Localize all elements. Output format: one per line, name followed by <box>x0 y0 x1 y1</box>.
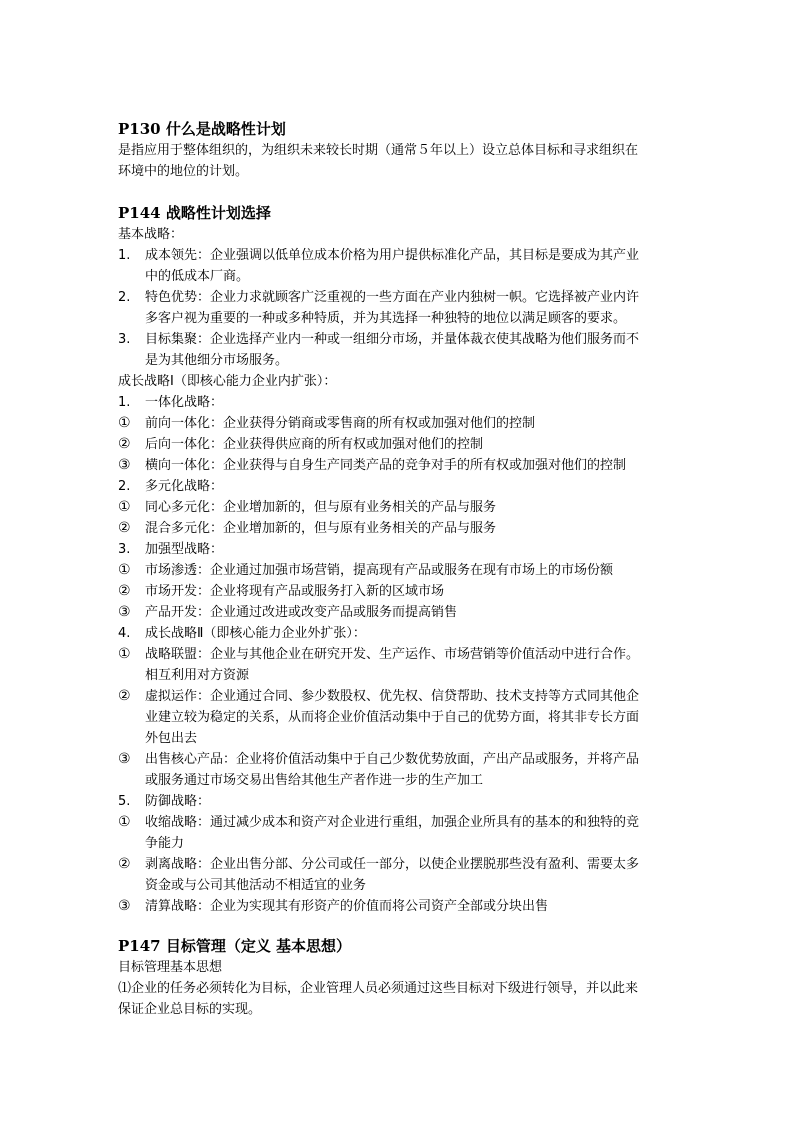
list-item-text: 收缩战略：通过减少成本和资产对企业进行重组，加强企业所具有的基本的和独特的竞 <box>145 815 640 830</box>
list-item <box>118 455 678 476</box>
document-page <box>118 118 678 1020</box>
list-marker: ② <box>118 436 131 452</box>
basic-strategy-list <box>118 245 678 371</box>
list-item <box>118 791 678 812</box>
list-item <box>118 812 678 854</box>
list-item <box>118 896 678 917</box>
list-item-text: 相互利用对方资源 <box>145 668 250 683</box>
list-marker: 4. <box>118 626 131 641</box>
list-marker: 3. <box>118 332 131 347</box>
list-item-text: 市场渗透：企业通过加强市场营销，提高现有产品或服务在现有市场上的市场份额 <box>145 563 614 578</box>
list-item-text: 同心多元化：企业增加新的，但与原有业务相关的产品与服务 <box>145 500 497 515</box>
paragraph-line: 保证企业总目标的实现。 <box>118 1002 262 1017</box>
list-item <box>118 644 678 686</box>
list-item <box>118 602 678 623</box>
list-marker: ③ <box>118 751 131 767</box>
list-item-text: 中的低成本厂商。 <box>145 269 250 284</box>
section-heading: P144 战略性计划选择 <box>118 204 271 222</box>
list-item <box>118 497 678 518</box>
list-item-text: 加强型战略： <box>145 542 224 557</box>
list-item-text: 成长战略Ⅱ（即核心能力企业外扩张）： <box>145 626 366 641</box>
list-item-text: 防御战略： <box>145 794 211 809</box>
list-item <box>118 287 678 329</box>
list-marker: ① <box>118 646 131 662</box>
list-item-text: 清算战略：企业为实现其有形资产的价值而将公司资产全部或分块出售 <box>145 899 549 914</box>
list-marker: 2. <box>118 479 131 494</box>
list-marker: 1. <box>118 395 131 410</box>
list-item <box>118 245 678 287</box>
list-marker: ① <box>118 562 131 578</box>
list-item-text: 或服务通过市场交易出售给其他生产者作进一步的生产加工 <box>145 773 484 788</box>
subsection-label: 目标管理基本思想 <box>118 960 223 975</box>
section-heading: P147 目标管理（定义 基本思想） <box>118 937 352 955</box>
paragraph-line: 是指应用于整体组织的，为组织未来较长时期（通常５年以上）设立总体目标和寻求组织在 <box>118 143 639 158</box>
list-item <box>118 560 678 581</box>
list-item-text: 是为其他细分市场服务。 <box>145 353 289 368</box>
list-item <box>118 518 678 539</box>
list-item <box>118 623 678 644</box>
list-marker: ③ <box>118 898 131 914</box>
list-marker: ② <box>118 856 131 872</box>
list-marker: ② <box>118 688 131 704</box>
paragraph-line: 环境中的地位的计划。 <box>118 164 249 179</box>
list-item <box>118 476 678 497</box>
list-item-text: 业建立较为稳定的关系，从而将企业价值活动集中于自己的优势方面，将其非专长方面 <box>145 710 640 725</box>
list-item-text: 一体化战略： <box>145 395 224 410</box>
growth-strategy-list <box>118 392 678 917</box>
list-marker: ① <box>118 415 131 431</box>
list-item <box>118 413 678 434</box>
list-item <box>118 686 678 749</box>
list-marker: 2. <box>118 290 131 305</box>
list-marker: 3. <box>118 542 131 557</box>
list-marker: ① <box>118 499 131 515</box>
list-item-text: 特色优势：企业力求就顾客广泛重视的一些方面在产业内独树一帜。它选择被产业内许 <box>145 290 640 305</box>
list-item-text: 目标集聚：企业选择产业内一种或一组细分市场，并量体裁衣使其战略为他们服务而不 <box>145 332 640 347</box>
list-item-text: 产品开发：企业通过改进或改变产品或服务而提高销售 <box>145 605 458 620</box>
subsection-label: 成长战略Ⅰ（即核心能力企业内扩张）： <box>118 374 337 389</box>
list-item-text: 横向一体化：企业获得与自身生产同类产品的竞争对手的所有权或加强对他们的控制 <box>145 458 627 473</box>
list-item <box>118 434 678 455</box>
list-item-text: 前向一体化：企业获得分销商或零售商的所有权或加强对他们的控制 <box>145 416 536 431</box>
section-heading: P130 什么是战略性计划 <box>118 120 286 138</box>
subsection-label: 基本战略： <box>118 227 184 242</box>
list-marker: ③ <box>118 457 131 473</box>
list-item-text: 剥离战略：企业出售分部、分公司或任一部分，以使企业摆脱那些没有盈利、需要太多 <box>145 857 640 872</box>
list-marker: ② <box>118 583 131 599</box>
list-item-text: 多元化战略： <box>145 479 224 494</box>
list-item <box>118 581 678 602</box>
list-item <box>118 392 678 413</box>
list-item-text: 战略联盟：企业与其他企业在研究开发、生产运作、市场营销等价值活动中进行合作。 <box>145 647 640 662</box>
list-marker: ① <box>118 814 131 830</box>
list-item <box>118 854 678 896</box>
list-item-text: 后向一体化：企业获得供应商的所有权或加强对他们的控制 <box>145 437 484 452</box>
list-item <box>118 539 678 560</box>
list-item-text: 争能力 <box>145 836 185 851</box>
list-marker: ③ <box>118 604 131 620</box>
list-item-text: 资金或与公司其他活动不相适宜的业务 <box>145 878 367 893</box>
list-item-text: 成本领先：企业强调以低单位成本价格为用户提供标准化产品，其目标是要成为其产业 <box>145 248 640 263</box>
list-item-text: 外包出去 <box>145 731 198 746</box>
list-marker: 5. <box>118 794 131 809</box>
list-marker: 1. <box>118 248 131 263</box>
list-item-text: 出售核心产品：企业将价值活动集中于自己少数优势放面，产出产品或服务，并将产品 <box>145 752 640 767</box>
list-item <box>118 329 678 371</box>
list-item-text: 混合多元化：企业增加新的，但与原有业务相关的产品与服务 <box>145 521 497 536</box>
list-item-text: 虚拟运作：企业通过合同、参少数股权、优先权、信贷帮助、技术支持等方式同其他企 <box>145 689 640 704</box>
list-item <box>118 749 678 791</box>
list-item-text: 多客户视为重要的一种或多种特质，并为其选择一种独特的地位以满足顾客的要求。 <box>145 311 627 326</box>
list-marker: ② <box>118 520 131 536</box>
paragraph-line: ⑴企业的任务必须转化为目标，企业管理人员必须通过这些目标对下级进行领导，并以此来 <box>118 981 639 996</box>
list-item-text: 市场开发：企业将现有产品或服务打入新的区域市场 <box>145 584 445 599</box>
